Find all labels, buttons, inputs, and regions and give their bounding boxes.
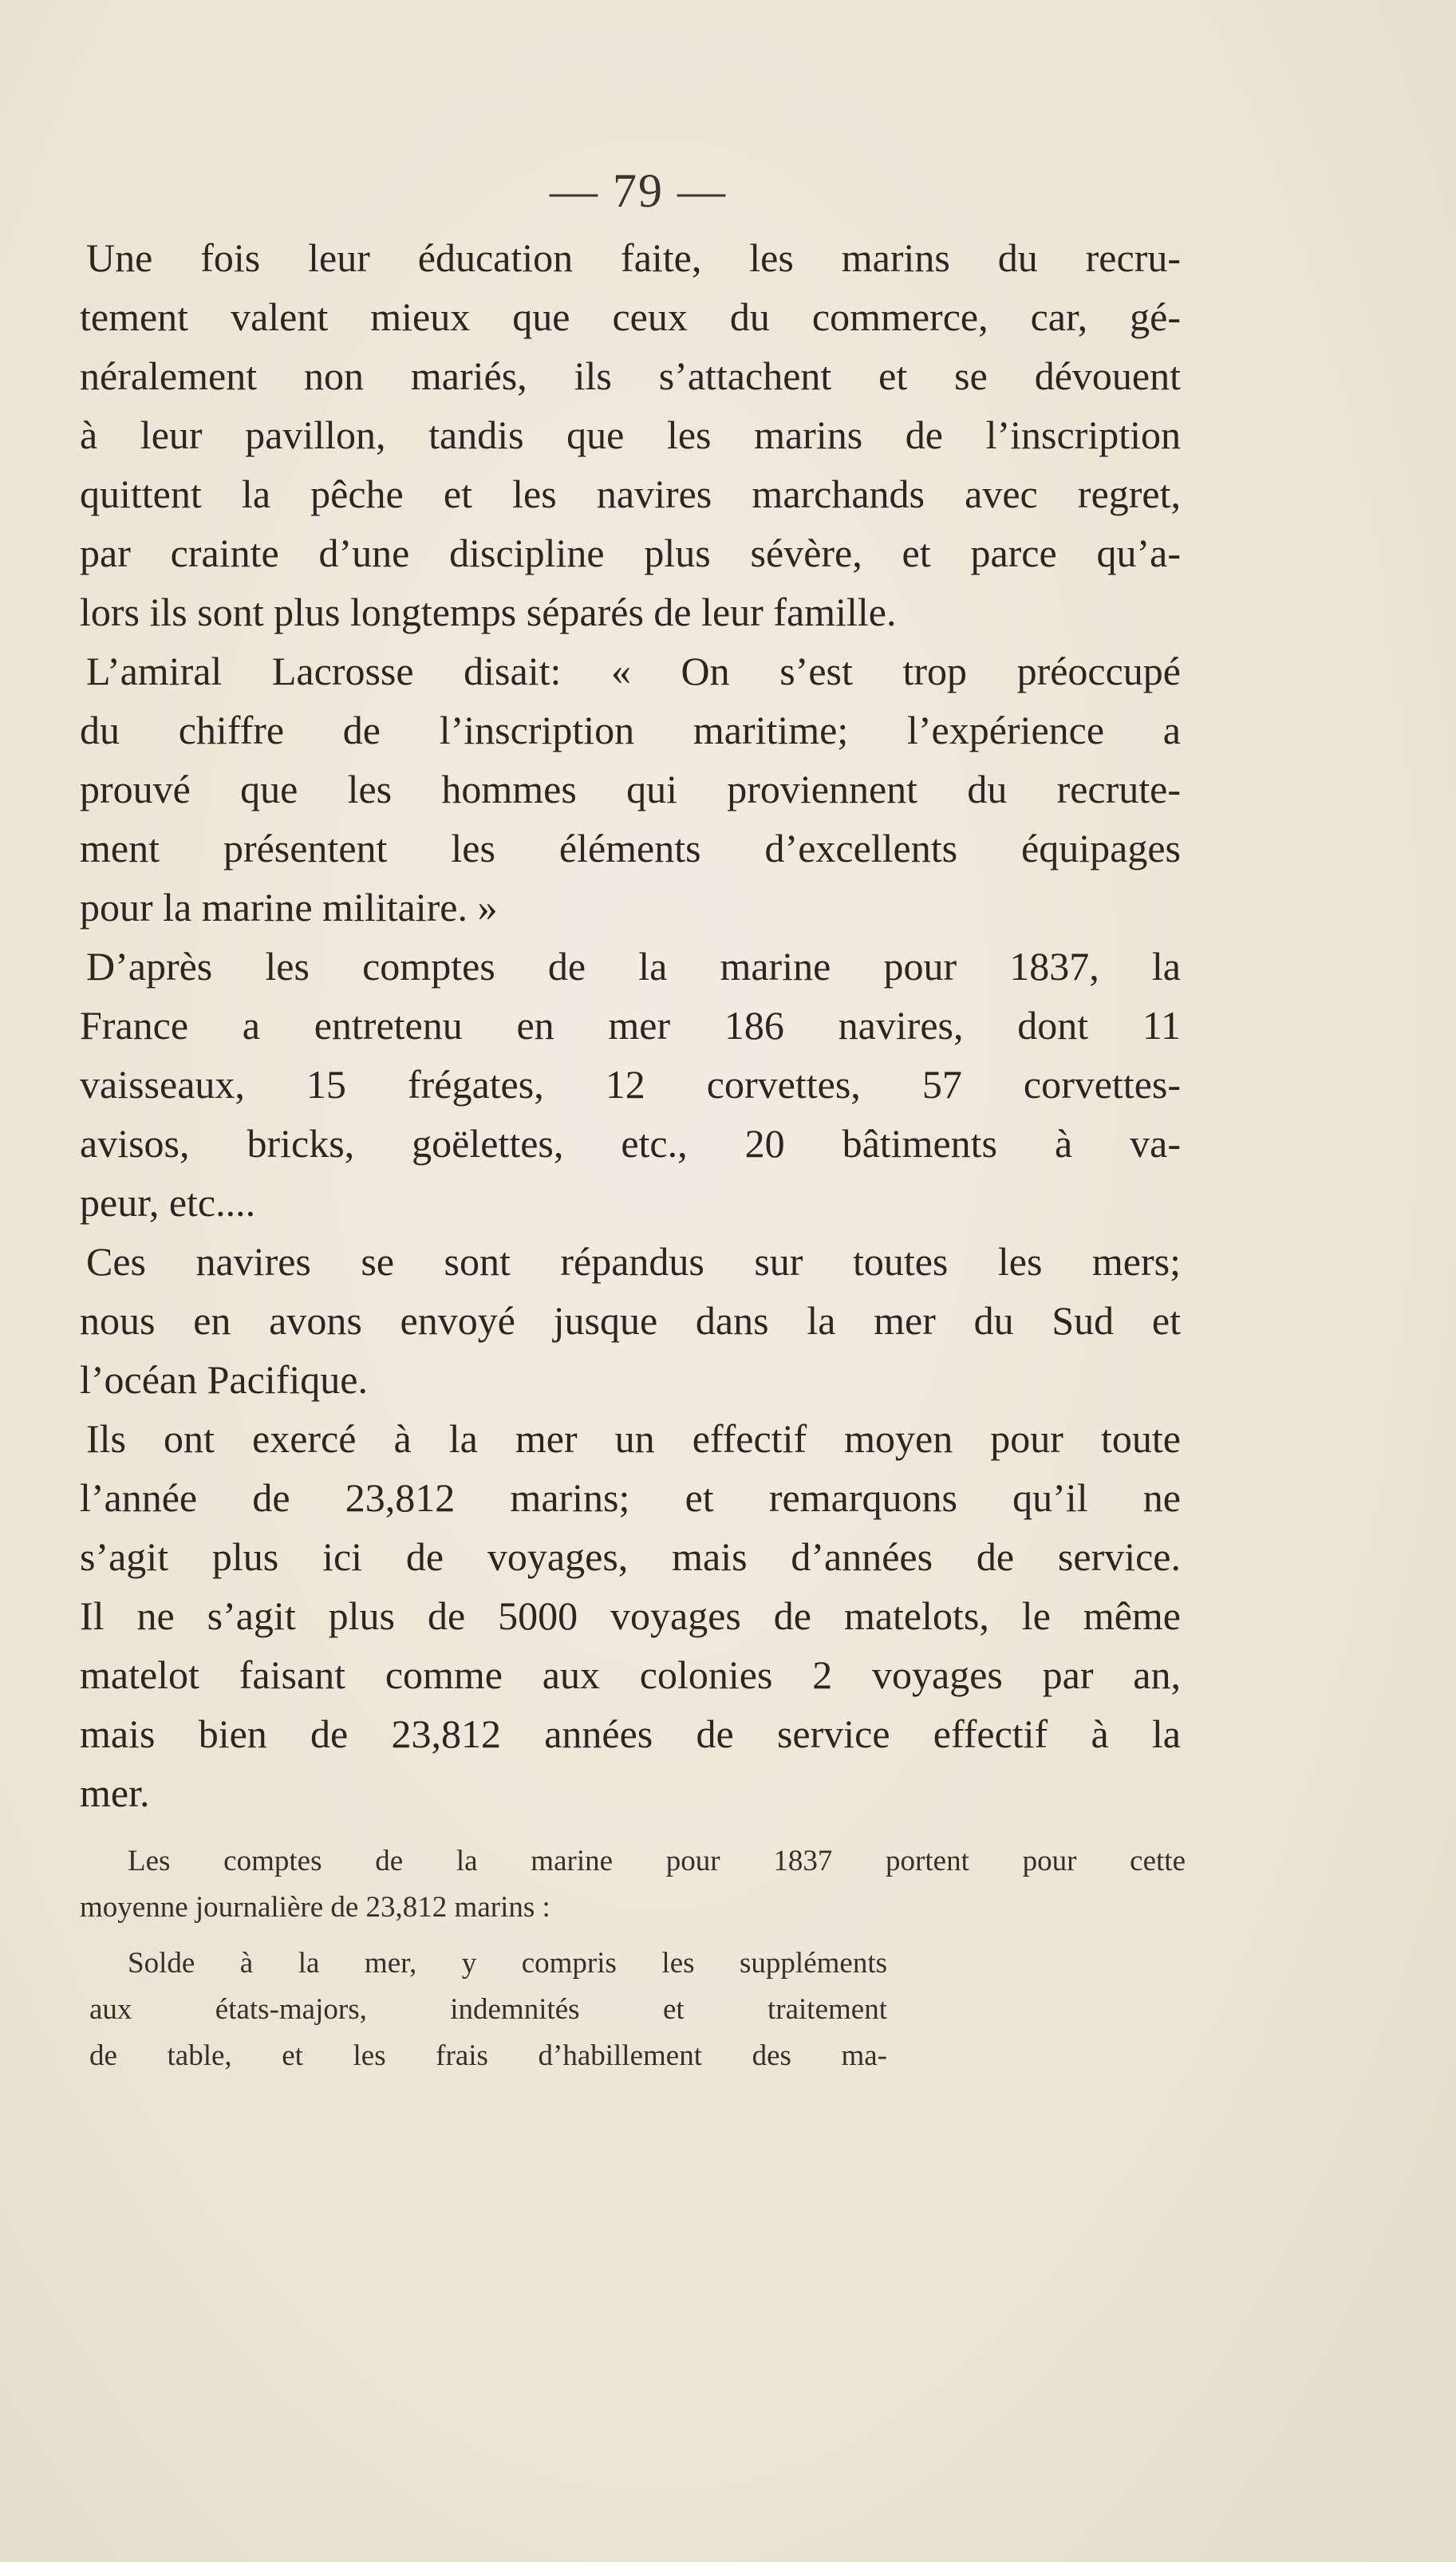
text-line: Il ne s’agit plus de 5000 voyages de matelots, le même: [80, 1593, 1181, 1638]
text-line: tement valent mieux que ceux du commerce, car, gé-: [80, 294, 1181, 339]
text-line: par crainte d’une discipline plus sévère, et parce qu’a-: [80, 531, 1181, 575]
text-line: France a entretenu en mer 186 navires, dont 11: [80, 1003, 1181, 1048]
text-line: peur, etc....: [80, 1180, 256, 1225]
text-line: l’océan Pacifique.: [80, 1357, 368, 1402]
text-line: pour la marine militaire. »: [80, 885, 498, 930]
text-line: ment présentent les éléments d’excellents équipages: [80, 826, 1181, 870]
text-line: lors ils sont plus longtemps séparés de leur famille.: [80, 590, 897, 634]
text-line: du chiffre de l’inscription maritime; l’expérience a: [80, 708, 1181, 752]
footnote-line: Les comptes de la marine pour 1837 portent pour cette: [128, 1845, 1186, 1877]
footnote-line: de table, et les frais d’habillement des ma-: [89, 2039, 887, 2072]
text-line: Ils ont exercé à la mer un effectif moyen pour toute: [86, 1416, 1181, 1461]
text-line: prouvé que les hommes qui proviennent du recrute-: [80, 767, 1181, 811]
text-line: D’après les comptes de la marine pour 1837, la: [86, 944, 1181, 989]
footnote-line: aux états-majors, indemnités et traitement: [89, 1993, 887, 2026]
text-line: mais bien de 23,812 années de service effectif à la: [80, 1711, 1181, 1756]
text-line: nous en avons envoyé jusque dans la mer du Sud et: [80, 1298, 1181, 1343]
text-line: à leur pavillon, tandis que les marins de l’inscription: [80, 413, 1181, 457]
footnote-line: moyenne journalière de 23,812 marins :: [80, 1891, 550, 1924]
text-line: matelot faisant comme aux colonies 2 voyages par an,: [80, 1652, 1181, 1697]
text-line: s’agit plus ici de voyages, mais d’années de service.: [80, 1534, 1181, 1579]
text-line: néralement non mariés, ils s’attachent et se dévouent: [80, 353, 1181, 398]
footnote: [80, 1838, 1186, 2079]
text-line: Ces navires se sont répandus sur toutes les mers;: [86, 1239, 1181, 1284]
text-line: vaisseaux, 15 frégates, 12 corvettes, 57 corvettes-: [80, 1062, 1181, 1107]
text-line: l’année de 23,812 marins; et remarquons qu’il ne: [80, 1475, 1181, 1520]
footnote-line: Solde à la mer, y compris les suppléments: [128, 1947, 887, 1980]
text-line: avisos, bricks, goëlettes, etc., 20 bâtiments à va-: [80, 1121, 1181, 1166]
main-text: [80, 228, 1181, 1822]
page-number: — 79 —: [550, 164, 727, 217]
text-line: mer.: [80, 1771, 150, 1815]
footnote-gap: [80, 1931, 1186, 1940]
text-line: Une fois leur éducation faite, les marins du recru-: [86, 235, 1181, 280]
text-line: L’amiral Lacrosse disait: « On s’est trop préoccupé: [86, 649, 1181, 693]
text-line: quittent la pêche et les navires marchands avec regret,: [80, 472, 1181, 516]
